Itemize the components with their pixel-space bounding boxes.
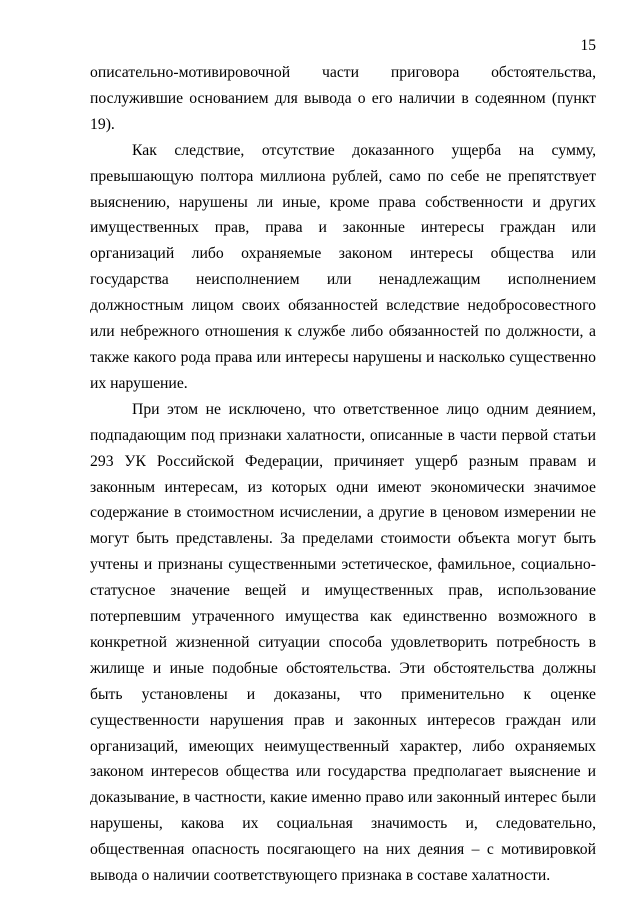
- document-body: [90, 60, 596, 889]
- paragraph-continuation: описательно-мотивировочной части приговора обстоятельства, послужившие основанием для вывода о его наличии в содеянном (пункт 19).: [90, 64, 596, 133]
- paragraph-harm-to-rights: При этом не исключено, что ответственное лицо одним деянием, подпадающим под признаки халатности, описанные в части первой статьи 293 УК Российской Федерации, причиняет ущерб разным правам и законным интересам, из которых одни имеют экономически значимое содержание в стоимостном исчислении, а другие в ценовом измерении не могут быть представлены. За пределами стоимости объекта могут быть учтены и признаны существенными эстетическое, фамильное, социально-статусное значение вещей и имущественных прав, использование потерпевшим утраченного имущества как единственно возможного в конкретной жизненной ситуации способа удовлетворить потребность в жилище и иные подобные обстоятельства. Эти обстоятельства должны быть установлены и доказаны, что применительно к оценке существенности нарушения прав и законных интересов граждан или организаций, имеющих неимущественный характер, либо охраняемых законом интересов общества или государства предполагает выяснение и доказывание, в частности, какие именно право или законный интерес были нарушены, какова их социальная значимость и, следовательно, общественная опасность посягающего на них деяния – с мотивировкой вывода о наличии соответствующего признака в составе халатности.: [90, 400, 596, 885]
- paragraph-consequence: Как следствие, отсутствие доказанного ущерба на сумму, превышающую полтора миллиона рублей, само по себе не препятствует выяснению, нарушены ли иные, кроме права собственности и других имущественных прав, права и законные интересы граждан или организаций либо охраняемые законом интересы общества или государства неисполнением или ненадлежащим исполнением должностным лицом своих обязанностей вследствие недобросовестного или небрежного отношения к службе либо обязанностей по должности, а также какого рода права или интересы нарушены и насколько существенно их нарушение.: [90, 141, 596, 392]
- page-number: 15: [580, 37, 596, 54]
